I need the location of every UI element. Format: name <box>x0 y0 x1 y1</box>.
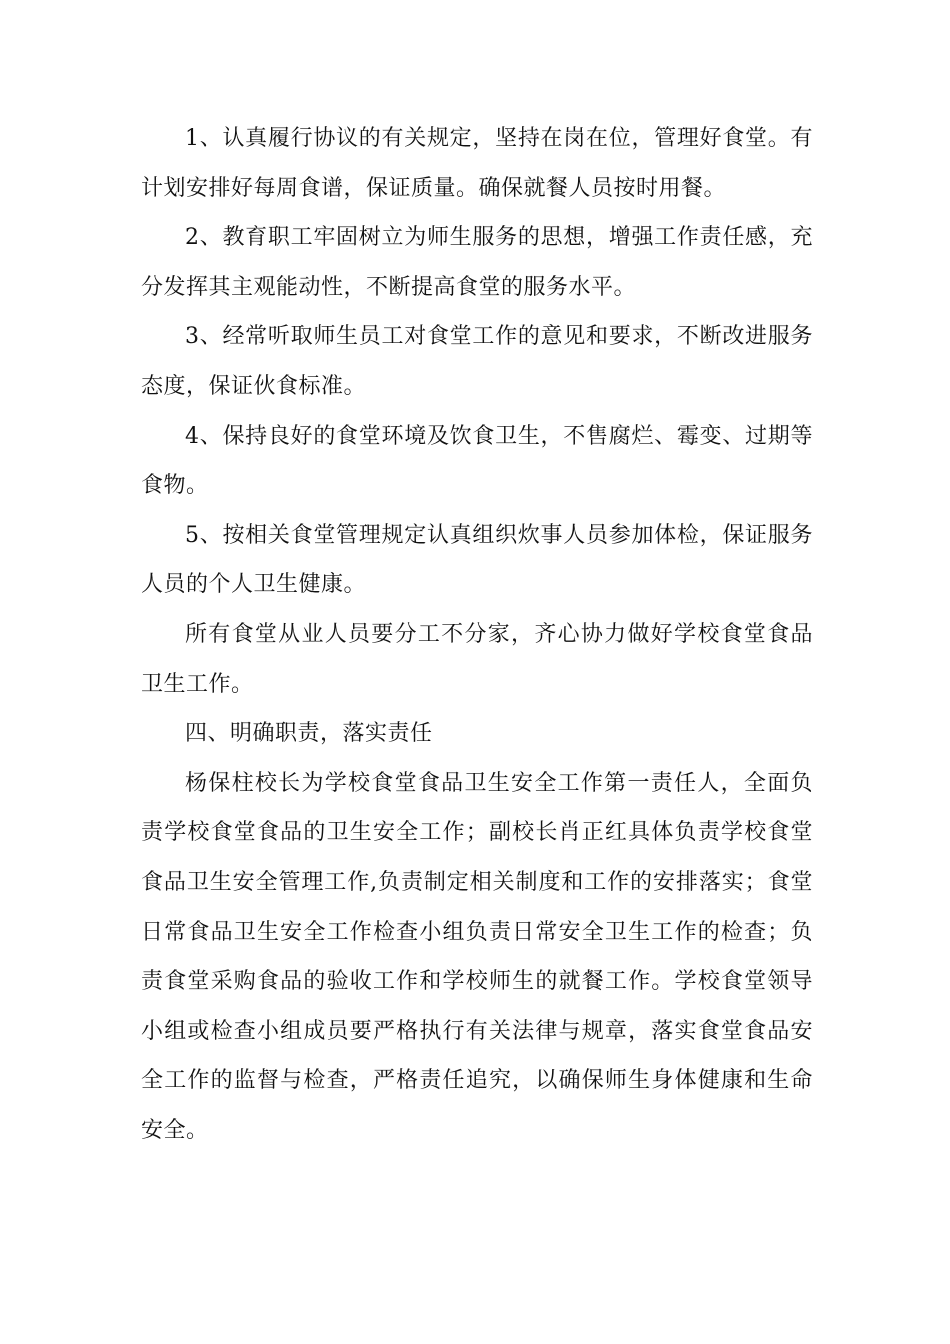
paragraph-item-1: 1、认真履行协议的有关规定，坚持在岗在位，管理好食堂。有计划安排好每周食谱，保证质量。确保就餐人员按时用餐。 <box>141 126 813 201</box>
paragraph-responsibility: 杨保柱校长为学校食堂食品卫生安全工作第一责任人，全面负责学校食堂食品的卫生安全工作；副校长肖正红具体负责学校食堂食品卫生安全管理工作,负责制定相关制度和工作的安排落实；食堂日常食品卫生安全工作检查小组负责日常安全卫生工作的检查；负责食堂采购食品的验收工作和学校师生的就餐工作。学校食堂领导小组或检查小组成员要严格执行有关法律与规章，落实食堂食品安全工作的监督与检查，严格责任追究，以确保师生身体健康和生命安全。 <box>141 770 813 1143</box>
paragraph-summary: 所有食堂从业人员要分工不分家，齐心协力做好学校食堂食品卫生工作。 <box>141 621 813 697</box>
paragraph-item-4: 4、保持良好的食堂环境及饮食卫生，不售腐烂、霉变、过期等食物。 <box>141 423 813 499</box>
paragraph-item-3: 3、经常听取师生员工对食堂工作的意见和要求，不断改进服务态度，保证伙食标准。 <box>141 324 813 399</box>
paragraph-item-5: 5、按相关食堂管理规定认真组织炊事人员参加体检，保证服务人员的个人卫生健康。 <box>141 522 813 598</box>
section-heading: 四、明确职责，落实责任 <box>185 721 433 747</box>
document-body <box>141 114 813 1155</box>
paragraph-item-2: 2、教育职工牢固树立为师生服务的思想，增强工作责任感，充分发挥其主观能动性，不断提高食堂的服务水平。 <box>141 225 813 300</box>
